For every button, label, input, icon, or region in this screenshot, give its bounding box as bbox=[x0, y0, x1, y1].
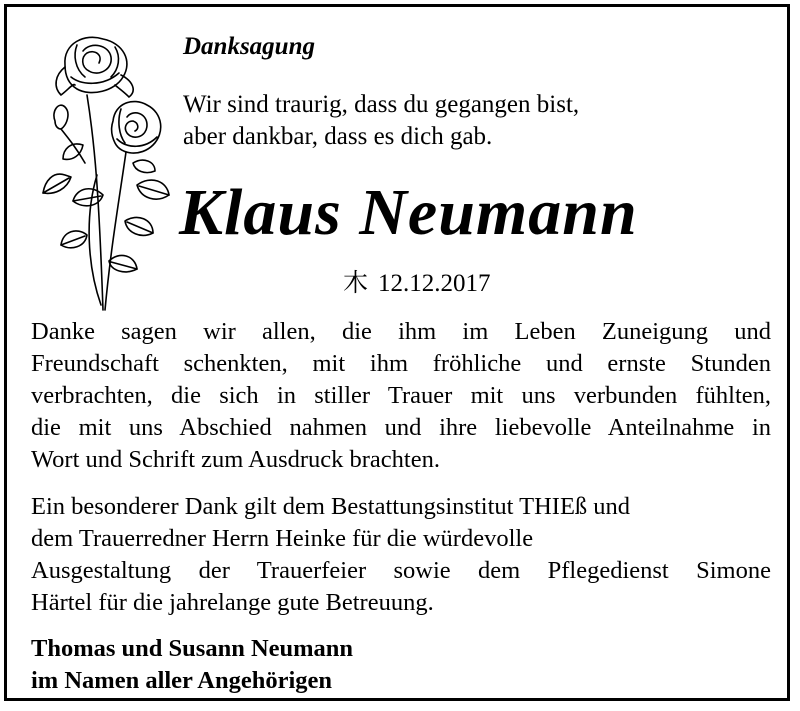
obituary-notice bbox=[4, 4, 790, 701]
verse bbox=[183, 89, 579, 153]
roses-icon bbox=[25, 25, 175, 315]
paragraph-line: verbrachten, die sich in stiller Trauer mit uns verbunden fühlten, bbox=[31, 382, 771, 409]
thanks-paragraph bbox=[31, 316, 771, 476]
signature-line: Thomas und Susann Neumann bbox=[31, 635, 354, 662]
deceased-name: Klaus Neumann bbox=[179, 176, 638, 249]
death-date-line bbox=[343, 263, 491, 299]
paragraph-line: Wort und Schrift zum Ausdruck brachten. bbox=[31, 446, 440, 473]
paragraph-line: Ein besonderer Dank gilt dem Bestattungsinstitut THIEß und bbox=[31, 493, 631, 520]
paragraph-line: Danke sagen wir allen, die ihm im Leben Zuneigung und bbox=[31, 318, 771, 345]
paragraph-line: Härtel für die jahrelange gute Betreuung. bbox=[31, 589, 434, 616]
paragraph-line: Freundschaft schenkten, mit ihm fröhliche und ernste Stunden bbox=[31, 350, 771, 377]
death-symbol-icon: 木 bbox=[343, 270, 369, 297]
verse-line: aber dankbar, dass es dich gab. bbox=[183, 123, 493, 150]
paragraph-line: dem Trauerredner Herrn Heinke für die würdevolle bbox=[31, 525, 534, 552]
paragraph-line: Ausgestaltung der Trauerfeier sowie dem Pflegedienst Simone bbox=[31, 557, 771, 584]
thank-you-heading: Danksagung bbox=[183, 33, 315, 60]
special-thanks-paragraph bbox=[31, 491, 771, 619]
death-date: 12.12.2017 bbox=[378, 270, 491, 297]
signature-line: im Namen aller Angehörigen bbox=[31, 667, 333, 694]
paragraph-line: die mit uns Abschied nahmen und ihre liebevolle Anteilnahme in bbox=[31, 414, 771, 441]
signature bbox=[31, 633, 353, 697]
verse-line: Wir sind traurig, dass du gegangen bist, bbox=[183, 91, 580, 118]
